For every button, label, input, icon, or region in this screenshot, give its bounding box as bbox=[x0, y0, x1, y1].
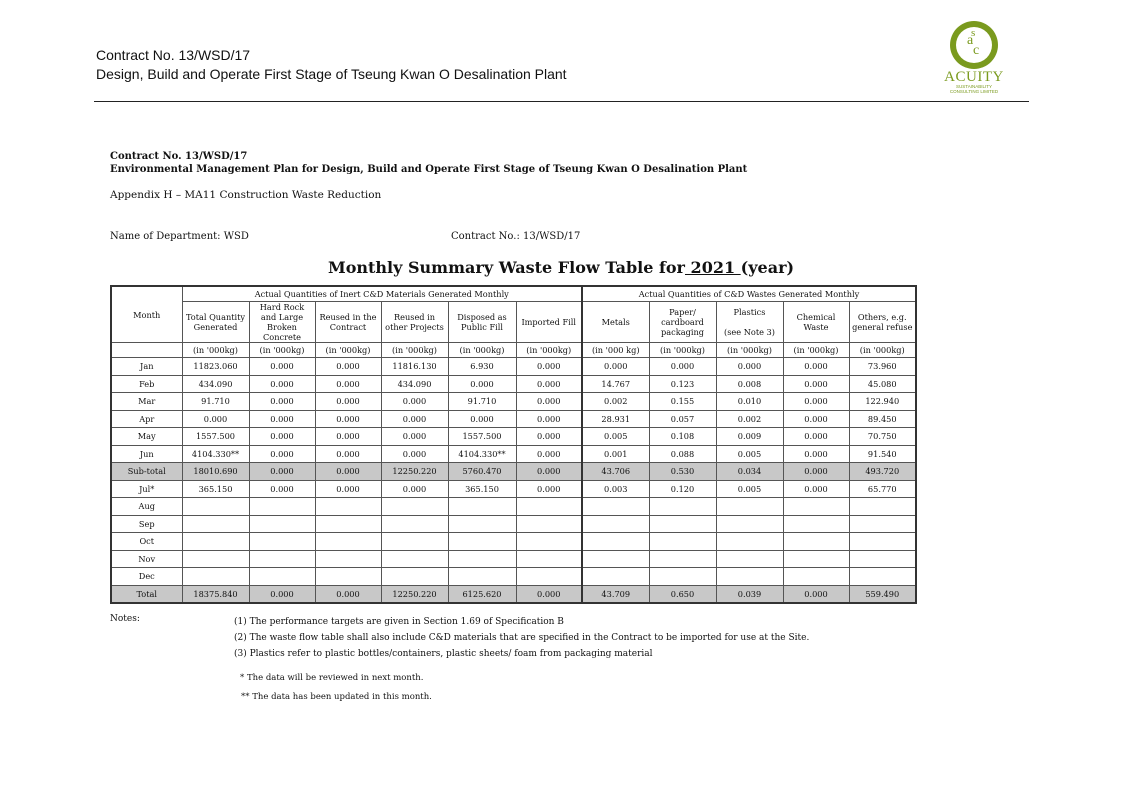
month-cell: Jan bbox=[111, 358, 182, 376]
col-plastics bbox=[716, 302, 783, 343]
notes-list bbox=[234, 614, 809, 662]
value-cell: 0.120 bbox=[649, 480, 716, 498]
value-cell: 0.000 bbox=[381, 428, 448, 446]
value-cell: 0.000 bbox=[783, 393, 849, 411]
value-cell bbox=[182, 515, 249, 533]
value-cell bbox=[783, 498, 849, 516]
value-cell: 0.000 bbox=[516, 428, 582, 446]
logo-sub1: SUSTAINABILITY bbox=[956, 84, 992, 89]
value-cell: 6125.620 bbox=[448, 585, 516, 603]
value-cell: 18375.840 bbox=[182, 585, 249, 603]
table-row bbox=[111, 410, 916, 428]
doc-emp-title: Environmental Management Plan for Design, Build and Operate First Stage of Tseung Kwan O Desalination Plant bbox=[110, 164, 748, 175]
value-cell: 365.150 bbox=[448, 480, 516, 498]
note-item: (3) Plastics refer to plastic bottles/containers, plastic sheets/ foam from packaging material bbox=[234, 649, 653, 659]
title-year: 2021 bbox=[684, 258, 741, 277]
value-cell bbox=[448, 568, 516, 586]
value-cell bbox=[315, 568, 381, 586]
value-cell: 0.000 bbox=[783, 480, 849, 498]
value-cell bbox=[516, 533, 582, 551]
value-cell: 493.720 bbox=[849, 463, 916, 481]
value-cell: 0.088 bbox=[649, 445, 716, 463]
value-cell: 0.000 bbox=[249, 480, 315, 498]
value-cell bbox=[783, 515, 849, 533]
table-body bbox=[111, 358, 916, 604]
col-reused-contract: Reused in the Contract bbox=[315, 302, 381, 343]
value-cell bbox=[315, 550, 381, 568]
value-cell bbox=[582, 550, 649, 568]
value-cell: 0.123 bbox=[649, 375, 716, 393]
value-cell bbox=[649, 515, 716, 533]
value-cell: 0.000 bbox=[249, 358, 315, 376]
month-cell: May bbox=[111, 428, 182, 446]
value-cell bbox=[849, 550, 916, 568]
value-cell: 0.000 bbox=[516, 410, 582, 428]
table-row bbox=[111, 568, 916, 586]
value-cell: 0.000 bbox=[516, 358, 582, 376]
doc-heading bbox=[110, 150, 747, 176]
value-cell: 0.000 bbox=[315, 393, 381, 411]
value-cell: 5760.470 bbox=[448, 463, 516, 481]
month-cell: Total bbox=[111, 585, 182, 603]
value-cell: 0.000 bbox=[315, 445, 381, 463]
value-cell: 0.000 bbox=[315, 480, 381, 498]
value-cell: 0.000 bbox=[448, 375, 516, 393]
value-cell bbox=[516, 550, 582, 568]
month-cell: Jun bbox=[111, 445, 182, 463]
value-cell: 0.000 bbox=[381, 480, 448, 498]
value-cell: 11816.130 bbox=[381, 358, 448, 376]
group-header-row bbox=[111, 286, 916, 302]
col-hard-rock: Hard Rock and Large Broken Concrete bbox=[249, 302, 315, 343]
inert-group-header: Actual Quantities of Inert C&D Materials Generated Monthly bbox=[182, 286, 582, 302]
value-cell: 1557.500 bbox=[182, 428, 249, 446]
unit-cell: (in '000kg) bbox=[716, 343, 783, 358]
unit-cell: (in '000kg) bbox=[249, 343, 315, 358]
subtotal-row bbox=[111, 585, 916, 603]
value-cell bbox=[716, 568, 783, 586]
value-cell: 0.000 bbox=[182, 410, 249, 428]
month-cell: Oct bbox=[111, 533, 182, 551]
value-cell: 0.034 bbox=[716, 463, 783, 481]
value-cell: 14.767 bbox=[582, 375, 649, 393]
subtotal-row bbox=[111, 463, 916, 481]
value-cell: 4104.330** bbox=[182, 445, 249, 463]
value-cell bbox=[649, 550, 716, 568]
month-cell: Apr bbox=[111, 410, 182, 428]
waste-group-header: Actual Quantities of C&D Wastes Generated Monthly bbox=[582, 286, 916, 302]
value-cell: 0.000 bbox=[315, 428, 381, 446]
table-row bbox=[111, 498, 916, 516]
note-item: (1) The performance targets are given in Section 1.69 of Specification B bbox=[234, 617, 564, 627]
doc-contract: Contract No. 13/WSD/17 bbox=[110, 151, 248, 162]
value-cell bbox=[249, 568, 315, 586]
value-cell: 0.000 bbox=[249, 428, 315, 446]
header-divider bbox=[94, 101, 1029, 102]
unit-cell: (in '000kg) bbox=[448, 343, 516, 358]
value-cell: 91.710 bbox=[448, 393, 516, 411]
value-cell: 28.931 bbox=[582, 410, 649, 428]
value-cell: 0.000 bbox=[783, 428, 849, 446]
value-cell: 0.000 bbox=[381, 410, 448, 428]
value-cell: 0.000 bbox=[516, 445, 582, 463]
value-cell: 0.000 bbox=[315, 410, 381, 428]
col-chemical-waste: Chemical Waste bbox=[783, 302, 849, 343]
value-cell: 0.000 bbox=[783, 410, 849, 428]
value-cell: 0.002 bbox=[716, 410, 783, 428]
value-cell bbox=[716, 533, 783, 551]
col-total-quantity: Total Quantity Generated bbox=[182, 302, 249, 343]
value-cell: 0.155 bbox=[649, 393, 716, 411]
logo-word: ACUITY bbox=[944, 69, 1004, 85]
logo-mark-icon bbox=[949, 20, 999, 70]
waste-flow-table bbox=[110, 285, 917, 604]
value-cell: 0.000 bbox=[716, 358, 783, 376]
value-cell: 11823.060 bbox=[182, 358, 249, 376]
value-cell: 0.000 bbox=[516, 393, 582, 411]
value-cell: 43.709 bbox=[582, 585, 649, 603]
value-cell: 0.000 bbox=[649, 358, 716, 376]
value-cell: 12250.220 bbox=[381, 463, 448, 481]
value-cell: 0.003 bbox=[582, 480, 649, 498]
unit-cell: (in '000kg) bbox=[783, 343, 849, 358]
value-cell: 434.090 bbox=[182, 375, 249, 393]
value-cell bbox=[649, 498, 716, 516]
unit-cell-month bbox=[111, 343, 182, 358]
value-cell bbox=[849, 568, 916, 586]
value-cell: 0.108 bbox=[649, 428, 716, 446]
value-cell bbox=[649, 568, 716, 586]
value-cell: 559.490 bbox=[849, 585, 916, 603]
value-cell: 0.002 bbox=[582, 393, 649, 411]
value-cell: 6.930 bbox=[448, 358, 516, 376]
value-cell: 0.000 bbox=[783, 375, 849, 393]
value-cell bbox=[182, 568, 249, 586]
table-row bbox=[111, 393, 916, 411]
value-cell bbox=[182, 533, 249, 551]
month-cell: Aug bbox=[111, 498, 182, 516]
value-cell bbox=[582, 498, 649, 516]
value-cell bbox=[516, 498, 582, 516]
value-cell bbox=[783, 550, 849, 568]
col-others: Others, e.g. general refuse bbox=[849, 302, 916, 343]
value-cell: 0.000 bbox=[249, 375, 315, 393]
value-cell: 0.000 bbox=[249, 393, 315, 411]
value-cell: 434.090 bbox=[381, 375, 448, 393]
value-cell: 91.540 bbox=[849, 445, 916, 463]
title-suffix: (year) bbox=[740, 258, 795, 277]
value-cell: 122.940 bbox=[849, 393, 916, 411]
value-cell: 0.000 bbox=[315, 463, 381, 481]
column-header-row bbox=[111, 302, 916, 343]
value-cell: 0.000 bbox=[249, 410, 315, 428]
value-cell: 12250.220 bbox=[381, 585, 448, 603]
value-cell: 0.000 bbox=[516, 585, 582, 603]
unit-cell: (in '000kg) bbox=[649, 343, 716, 358]
value-cell: 0.039 bbox=[716, 585, 783, 603]
value-cell: 0.057 bbox=[649, 410, 716, 428]
value-cell bbox=[182, 498, 249, 516]
units-row bbox=[111, 343, 916, 358]
value-cell bbox=[448, 550, 516, 568]
value-cell: 0.000 bbox=[381, 393, 448, 411]
value-cell: 0.000 bbox=[448, 410, 516, 428]
table-row bbox=[111, 515, 916, 533]
value-cell: 0.000 bbox=[315, 375, 381, 393]
table-row bbox=[111, 375, 916, 393]
col-plastics-note: (see Note 3) bbox=[724, 327, 775, 337]
value-cell: 0.000 bbox=[516, 375, 582, 393]
value-cell bbox=[315, 498, 381, 516]
value-cell bbox=[249, 533, 315, 551]
value-cell: 0.005 bbox=[582, 428, 649, 446]
value-cell bbox=[315, 515, 381, 533]
month-cell: Jul* bbox=[111, 480, 182, 498]
value-cell: 0.000 bbox=[516, 480, 582, 498]
title-text: Monthly Summary Waste Flow Table for bbox=[328, 258, 685, 277]
table-row bbox=[111, 445, 916, 463]
month-cell: Mar bbox=[111, 393, 182, 411]
col-paper: Paper/ cardboard packaging bbox=[649, 302, 716, 343]
value-cell: 365.150 bbox=[182, 480, 249, 498]
acuity-logo bbox=[938, 20, 1010, 98]
month-cell: Feb bbox=[111, 375, 182, 393]
value-cell bbox=[381, 568, 448, 586]
value-cell: 0.005 bbox=[716, 445, 783, 463]
value-cell bbox=[783, 533, 849, 551]
unit-cell: (in '000kg) bbox=[182, 343, 249, 358]
value-cell bbox=[249, 515, 315, 533]
value-cell: 0.001 bbox=[582, 445, 649, 463]
col-imported-fill: Imported Fill bbox=[516, 302, 582, 343]
value-cell: 4104.330** bbox=[448, 445, 516, 463]
value-cell bbox=[849, 498, 916, 516]
table-row bbox=[111, 550, 916, 568]
value-cell bbox=[448, 498, 516, 516]
table-row bbox=[111, 428, 916, 446]
value-cell bbox=[448, 533, 516, 551]
value-cell: 0.010 bbox=[716, 393, 783, 411]
value-cell: 0.000 bbox=[381, 445, 448, 463]
value-cell bbox=[716, 550, 783, 568]
footnote-updated: ** The data has been updated in this month. bbox=[241, 692, 432, 702]
unit-cell: (in '000kg) bbox=[516, 343, 582, 358]
value-cell: 0.000 bbox=[516, 463, 582, 481]
table-row bbox=[111, 480, 916, 498]
value-cell: 89.450 bbox=[849, 410, 916, 428]
page-header bbox=[96, 46, 567, 84]
table-row bbox=[111, 358, 916, 376]
value-cell bbox=[516, 568, 582, 586]
value-cell bbox=[249, 498, 315, 516]
value-cell bbox=[448, 515, 516, 533]
appendix-title: Appendix H – MA11 Construction Waste Reduction bbox=[110, 189, 382, 201]
value-cell: 73.960 bbox=[849, 358, 916, 376]
col-metals: Metals bbox=[582, 302, 649, 343]
svg-text:a: a bbox=[967, 33, 974, 48]
value-cell: 65.770 bbox=[849, 480, 916, 498]
department-name: Name of Department: WSD bbox=[110, 231, 249, 242]
logo-sub2: CONSULTING LIMITED bbox=[949, 89, 999, 94]
value-cell: 1557.500 bbox=[448, 428, 516, 446]
note-item: (2) The waste flow table shall also include C&D materials that are specified in the Contract to be imported for use at the Site. bbox=[234, 633, 810, 643]
value-cell bbox=[849, 515, 916, 533]
value-cell bbox=[516, 515, 582, 533]
month-cell: Dec bbox=[111, 568, 182, 586]
value-cell bbox=[716, 515, 783, 533]
month-cell: Nov bbox=[111, 550, 182, 568]
value-cell: 18010.690 bbox=[182, 463, 249, 481]
value-cell bbox=[182, 550, 249, 568]
value-cell bbox=[649, 533, 716, 551]
value-cell: 43.706 bbox=[582, 463, 649, 481]
value-cell: 0.000 bbox=[783, 585, 849, 603]
value-cell bbox=[381, 498, 448, 516]
value-cell bbox=[381, 515, 448, 533]
value-cell bbox=[381, 533, 448, 551]
value-cell bbox=[716, 498, 783, 516]
svg-text:c: c bbox=[973, 43, 980, 58]
table-row bbox=[111, 533, 916, 551]
unit-cell: (in '000kg) bbox=[849, 343, 916, 358]
footnote-review: * The data will be reviewed in next month. bbox=[240, 673, 424, 683]
value-cell: 91.710 bbox=[182, 393, 249, 411]
value-cell bbox=[582, 515, 649, 533]
notes-label: Notes: bbox=[110, 614, 140, 624]
value-cell: 45.080 bbox=[849, 375, 916, 393]
header-contract: Contract No. 13/WSD/17 bbox=[96, 47, 251, 63]
value-cell: 0.009 bbox=[716, 428, 783, 446]
col-public-fill: Disposed as Public Fill bbox=[448, 302, 516, 343]
value-cell bbox=[582, 533, 649, 551]
value-cell bbox=[315, 533, 381, 551]
header-project: Design, Build and Operate First Stage of Tseung Kwan O Desalination Plant bbox=[96, 66, 567, 82]
value-cell: 70.750 bbox=[849, 428, 916, 446]
col-plastics-label: Plastics bbox=[733, 307, 766, 317]
value-cell: 0.008 bbox=[716, 375, 783, 393]
svg-text:s: s bbox=[971, 27, 976, 39]
value-cell: 0.000 bbox=[783, 358, 849, 376]
value-cell bbox=[849, 533, 916, 551]
value-cell bbox=[783, 568, 849, 586]
table-title bbox=[328, 258, 794, 277]
value-cell: 0.000 bbox=[315, 358, 381, 376]
col-reused-other: Reused in other Projects bbox=[381, 302, 448, 343]
value-cell: 0.000 bbox=[249, 585, 315, 603]
value-cell bbox=[381, 550, 448, 568]
month-cell: Sub-total bbox=[111, 463, 182, 481]
unit-cell: (in '000kg) bbox=[315, 343, 381, 358]
unit-cell: (in '000 kg) bbox=[582, 343, 649, 358]
value-cell: 0.000 bbox=[783, 463, 849, 481]
value-cell: 0.000 bbox=[315, 585, 381, 603]
value-cell: 0.000 bbox=[249, 445, 315, 463]
value-cell: 0.650 bbox=[649, 585, 716, 603]
unit-cell: (in '000kg) bbox=[381, 343, 448, 358]
value-cell bbox=[249, 550, 315, 568]
contract-number: Contract No.: 13/WSD/17 bbox=[451, 231, 581, 242]
month-cell: Sep bbox=[111, 515, 182, 533]
value-cell: 0.000 bbox=[783, 445, 849, 463]
value-cell: 0.000 bbox=[249, 463, 315, 481]
value-cell: 0.005 bbox=[716, 480, 783, 498]
value-cell: 0.530 bbox=[649, 463, 716, 481]
value-cell: 0.000 bbox=[582, 358, 649, 376]
value-cell bbox=[582, 568, 649, 586]
month-header: Month bbox=[111, 286, 182, 343]
